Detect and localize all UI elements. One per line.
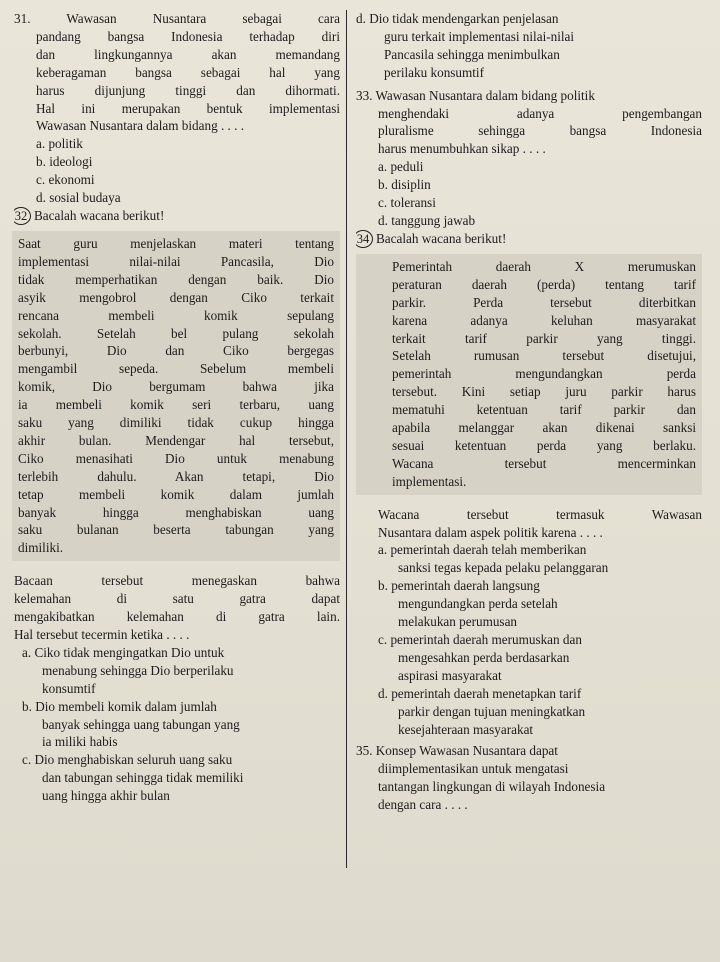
passage-line: saku yang dimiliki tidak cukup hingga [18, 415, 334, 431]
option-a[interactable] [356, 541, 702, 577]
option-line: b. pemerintah daerah langsung [378, 578, 540, 594]
question-line: kelemahan di satu gatra dapat [14, 591, 340, 607]
text-line: Konsep Wawasan Nusantara dapat [375, 743, 558, 759]
option-a[interactable]: a. politik [36, 136, 83, 152]
passage-line: karena adanya keluhan masyarakat [392, 312, 696, 328]
text-line: tantangan lingkungan di wilayah Indonesia [378, 779, 606, 795]
text-line: Wawasan Nusantara dalam bidang . . . . [36, 118, 245, 134]
passage-line: mematuhi ketentuan tarif parkir dan [392, 402, 696, 418]
option-line: c. Dio menghabiskan seluruh uang saku [22, 752, 233, 768]
option-a[interactable]: a. peduli [378, 159, 424, 175]
option-line: d. Dio tidak mendengarkan penjelasan [356, 11, 559, 26]
option-c[interactable] [14, 751, 340, 805]
option-line: a. Ciko tidak mengingatkan Dio untuk [22, 644, 225, 660]
option-b[interactable] [14, 698, 340, 752]
passage-line: berbunyi, Dio dan Ciko bergegas [18, 343, 334, 359]
option-line: mengundangkan perda setelah [398, 596, 558, 612]
option-line: guru terkait implementasi nilai-nilai [384, 28, 575, 44]
question-34 [356, 230, 702, 739]
option-b[interactable]: b. ideologi [36, 154, 93, 170]
question-number: 35. [356, 743, 373, 759]
text-line: Hal ini merupakan bentuk implementasi [36, 100, 340, 116]
option-c[interactable]: c. toleransi [378, 195, 436, 211]
passage-line: tetap membeli komik dalam jumlah [18, 486, 334, 502]
option-line: uang hingga akhir bulan [42, 788, 170, 804]
option-d[interactable]: d. tanggung jawab [378, 212, 476, 228]
passage-box [356, 254, 702, 495]
passage-line: sekolah. Setelah bel pulang sekolah [18, 325, 334, 341]
passage-line: sesuai ketentuan perda yang berlaku. [392, 437, 696, 453]
option-line: Pancasila sehingga menimbulkan [384, 46, 560, 62]
question-line: mengakibatkan kelemahan di gatra lain. [14, 609, 340, 625]
text-line: harus dijunjung tinggi dan dihormati. [36, 82, 340, 98]
option-line: d. pemerintah daerah menetapkan tarif [378, 685, 582, 701]
option-d[interactable] [356, 10, 702, 82]
option-line: banyak sehingga uang tabungan yang [42, 716, 240, 732]
question-31-line-1 [14, 10, 340, 28]
left-column [14, 10, 340, 805]
passage-line: Setelah rumusan tersebut disetujui, [392, 348, 696, 364]
question-line: Nusantara dalam aspek politik karena . . . . [378, 524, 603, 540]
passage-line: implementasi nilai-nilai Pancasila, Dio [18, 253, 334, 269]
option-line: aspirasi masyarakat [398, 667, 502, 683]
passage-line: Pemerintah daerah X merumuskan [392, 258, 696, 274]
passage-line: peraturan daerah (perda) tentang tarif [392, 276, 696, 292]
passage-line: tidak memperhatikan dengan baik. Dio [18, 271, 334, 287]
option-line: sanksi tegas kepada pelaku pelanggaran [398, 560, 609, 576]
text-line: diimplementasikan untuk mengatasi [378, 761, 569, 777]
option-line: c. pemerintah daerah merumuskan dan [378, 632, 582, 647]
passage-line: akhir bulan. Mendengar hal tersebut, [18, 432, 334, 448]
option-c[interactable]: c. ekonomi [36, 172, 95, 188]
passage-line: Wacana tersebut mencerminkan [392, 455, 696, 471]
option-line: menabung sehingga Dio berperilaku [42, 662, 234, 678]
passage-line: implementasi. [392, 473, 467, 489]
passage-line: pemerintah mengundangkan perda [392, 366, 696, 382]
option-b[interactable]: b. disiplin [378, 177, 431, 193]
question-number: 33. [356, 87, 373, 103]
option-d[interactable]: d. sosial budaya [36, 190, 121, 206]
question-31 [14, 10, 340, 207]
option-line: b. Dio membeli komik dalam jumlah [22, 698, 217, 714]
question-prompt: Bacalah wacana berikut! [34, 207, 165, 223]
right-column [356, 10, 702, 814]
question-line: Hal tersebut tecermin ketika . . . . [14, 627, 190, 642]
option-line: konsumtif [42, 680, 96, 696]
option-line: perilaku konsumtif [384, 64, 484, 80]
passage-line: komik, Dio bergumam bahwa jika [18, 379, 334, 395]
text-line: Wawasan Nusantara dalam bidang politik [375, 87, 595, 103]
passage-line: saku bulanan beserta tabungan yang [18, 522, 334, 538]
text-line: pluralisme sehingga bangsa Indonesia [378, 123, 702, 139]
option-line: dan tabungan sehingga tidak memiliki [42, 770, 244, 786]
question-line: Wacana tersebut termasuk Wawasan [378, 506, 702, 522]
passage-line: asyik mengobrol dengan Ciko terkait [18, 289, 334, 305]
question-number-circled: 32 [14, 207, 31, 225]
option-line: parkir dengan tujuan meningkatkan [398, 703, 586, 719]
option-b[interactable] [356, 577, 702, 631]
option-line: melakukan perumusan [398, 614, 518, 630]
question-number-circled: 34 [356, 230, 373, 248]
text-line: harus menumbuhkan sikap . . . . [378, 141, 546, 157]
passage-line: rencana membeli komik sepulang [18, 307, 334, 323]
question-prompt: Bacalah wacana berikut! [376, 230, 507, 246]
passage-line: tersebut. Kini setiap juru parkir harus [392, 384, 696, 400]
passage-line: terkait tarif parkir yang tinggi. [392, 330, 696, 346]
text-line: dan lingkungannya akan memandang [36, 46, 340, 62]
passage-line: dimiliki. [18, 540, 64, 556]
question-number: 31. [14, 11, 31, 26]
option-line: mengesahkan perda berdasarkan [398, 649, 570, 665]
passage-line: terlebih dahulu. Akan tetapi, Dio [18, 468, 334, 484]
passage-line: Saat guru menjelaskan materi tentang [18, 235, 334, 251]
text-line: Wawasan Nusantara sebagai cara [66, 11, 340, 26]
question-33 [356, 87, 702, 230]
option-a[interactable] [14, 644, 340, 698]
text-line: dengan cara . . . . [378, 797, 468, 813]
column-divider [346, 10, 347, 868]
option-d[interactable] [356, 685, 702, 739]
passage-line: apabila melanggar akan dikenai sanksi [392, 420, 696, 436]
option-line: ia miliki habis [42, 734, 118, 750]
passage-line: parkir. Perda tersebut diterbitkan [392, 294, 696, 310]
passage-line: banyak hingga menghabiskan uang [18, 504, 334, 520]
text-line: pandang bangsa Indonesia terhadap diri [36, 28, 340, 44]
option-line: kesejahteraan masyarakat [398, 721, 534, 737]
text-line: menghendaki adanya pengembangan [378, 105, 702, 121]
text-line: keberagaman bangsa sebagai hal yang [36, 64, 340, 80]
question-line: Bacaan tersebut menegaskan bahwa [14, 573, 340, 589]
question-32 [14, 207, 340, 805]
option-c[interactable] [356, 631, 702, 685]
passage-line: Ciko menasihati Dio untuk menabung [18, 450, 334, 466]
passage-line: mengambil sepeda. Sebelum membeli [18, 361, 334, 377]
passage-box [12, 231, 340, 561]
question-35 [356, 742, 702, 814]
option-line: a. pemerintah daerah telah memberikan [378, 542, 587, 558]
passage-line: ia membeli komik seri terbaru, uang [18, 397, 334, 413]
